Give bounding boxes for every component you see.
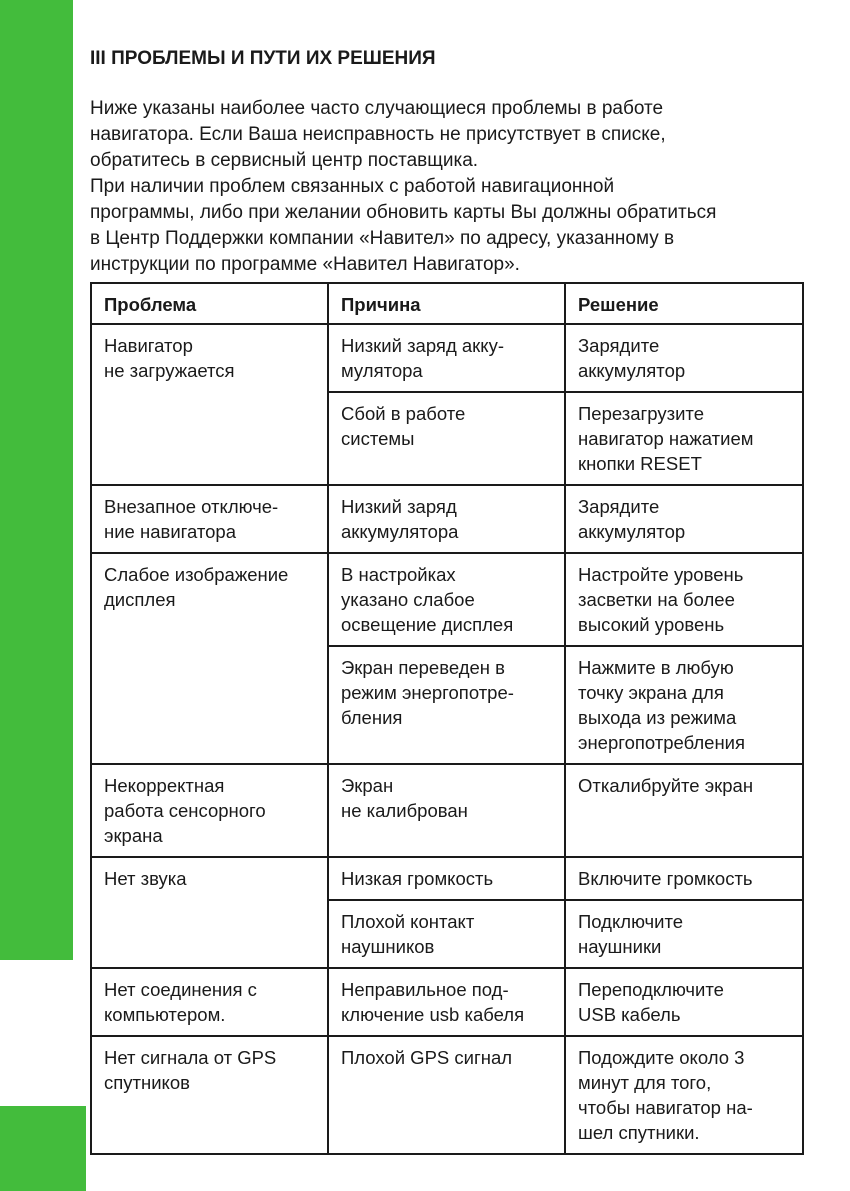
cause-cell: Низкая громкость: [328, 857, 565, 900]
table-row: [91, 485, 803, 553]
solution-cell: Зарядите аккумулятор: [565, 324, 803, 392]
cause-cell: Экран переведен в режим энергопотре- бления: [328, 646, 565, 764]
cause-cell: Экран не калиброван: [328, 764, 565, 857]
page-content: [90, 46, 802, 278]
problem-cell: Внезапное отключе- ние навигатора: [91, 485, 328, 553]
problem-cell: Нет звука: [91, 857, 328, 968]
green-side-stripe: [0, 0, 73, 960]
header-problem: Проблема: [91, 283, 328, 324]
cause-cell: Низкий заряд акку- мулятора: [328, 324, 565, 392]
solution-cell: Перезагрузите навигатор нажатием кнопки RESET: [565, 392, 803, 485]
cause-cell: Плохой контакт наушников: [328, 900, 565, 968]
problem-cell: Навигатор не загружается: [91, 324, 328, 485]
table-row: [91, 764, 803, 857]
solution-cell: Подключите наушники: [565, 900, 803, 968]
header-solution: Решение: [565, 283, 803, 324]
page-title: III ПРОБЛЕМЫ И ПУТИ ИХ РЕШЕНИЯ: [90, 48, 436, 69]
header-cause: Причина: [328, 283, 565, 324]
problem-cell: Нет сигнала от GPS спутников: [91, 1036, 328, 1154]
solution-cell: Включите громкость: [565, 857, 803, 900]
problem-cell: Некорректная работа сенсорного экрана: [91, 764, 328, 857]
solution-cell: Настройте уровень засветки на более высокий уровень: [565, 553, 803, 646]
solution-cell: Переподключите USB кабель: [565, 968, 803, 1036]
solution-cell: Подождите около 3 минут для того, чтобы навигатор на- шел спутники.: [565, 1036, 803, 1154]
intro-paragraph: Ниже указаны наиболее часто случающиеся проблемы в работе навигатора. Если Ваша неисправность не присутствует в списке, обратитесь в сервисный центр поставщика. При наличии проблем связанных с работой навигационной программы, либо при желании обновить карты Вы должны обратиться в Центр Поддержки компании «Навител» по адресу, указанному в инструкции по программе «Навител Навигатор».: [90, 98, 717, 275]
solution-cell: Нажмите в любую точку экрана для выхода из режима энергопотребления: [565, 646, 803, 764]
cause-cell: Низкий заряд аккумулятора: [328, 485, 565, 553]
troubleshooting-table: [90, 282, 804, 1155]
table-row: [91, 968, 803, 1036]
table-row: [91, 1036, 803, 1154]
solution-cell: Откалибруйте экран: [565, 764, 803, 857]
green-corner-block: [0, 1106, 86, 1191]
problem-cell: Нет соединения с компьютером.: [91, 968, 328, 1036]
problem-cell: Слабое изображение дисплея: [91, 553, 328, 764]
cause-cell: Плохой GPS сигнал: [328, 1036, 565, 1154]
cause-cell: Сбой в работе системы: [328, 392, 565, 485]
cause-cell: В настройках указано слабое освещение дисплея: [328, 553, 565, 646]
cause-cell: Неправильное под- ключение usb кабеля: [328, 968, 565, 1036]
table-row: [91, 857, 803, 900]
table-row: [91, 553, 803, 646]
table-row: [91, 324, 803, 392]
solution-cell: Зарядите аккумулятор: [565, 485, 803, 553]
table-header-row: [91, 283, 803, 324]
